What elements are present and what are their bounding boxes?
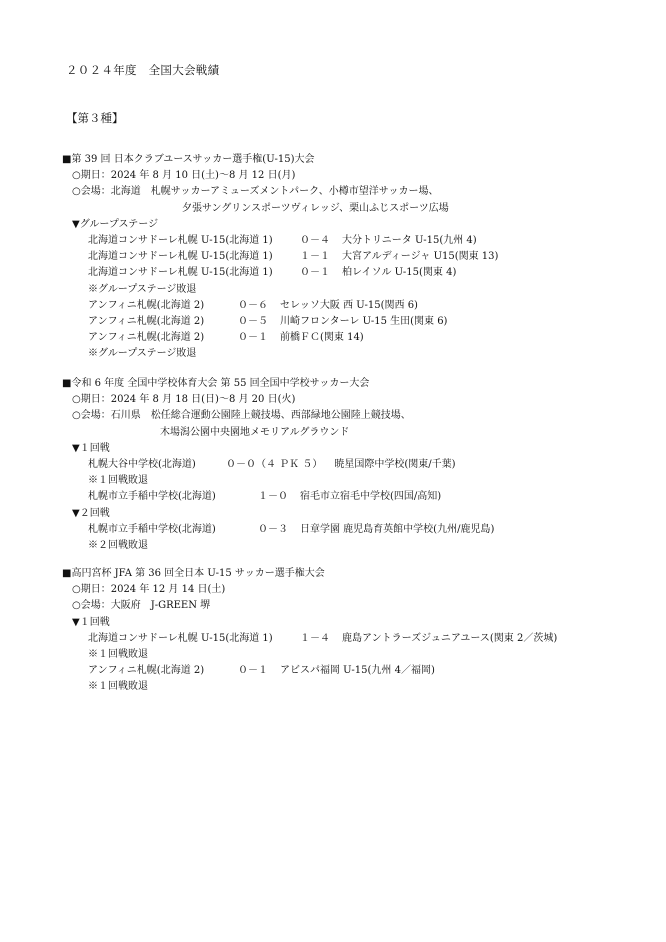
away-team: 大宮アルディージャ U15(関東 13): [342, 251, 499, 263]
away-team: 暁星国際中学校(関東/千葉): [334, 459, 456, 471]
away-team: 日章学園 鹿児島育英館中学校(九州/鹿児島): [300, 523, 495, 535]
away-team: 大分トリニータ U-15(九州 4): [342, 235, 477, 247]
match-row: [62, 265, 642, 281]
match-row: [62, 314, 642, 330]
result-note: ※２回戦敗退: [88, 540, 148, 552]
match-row: [62, 298, 642, 314]
match-score: １－１: [300, 251, 330, 263]
home-team: 北海道コンサドーレ札幌 U-15(北海道 1): [88, 251, 273, 263]
tournament-period: ○期日：2024 年 8 月 18 日(日)～8 月 20 日(火): [72, 394, 296, 406]
match-score: ０－５: [238, 316, 268, 328]
away-team: 鹿島アントラーズジュニアユース(関東 2／茨城): [342, 632, 558, 644]
tournament-period: ○期日：2024 年 8 月 10 日(土)～8 月 12 日(月): [72, 170, 296, 182]
tournament-venue: ○会場：大阪府 J-GREEN 堺: [72, 600, 211, 612]
tournament-section-3: [62, 566, 642, 696]
home-team: 北海道コンサドーレ札幌 U-15(北海道 1): [88, 267, 273, 279]
tournament-venue: ○会場：北海道 札幌サッカーアミューズメントパーク、小樽市望洋サッカー場、: [72, 186, 439, 198]
round-heading: ▼１回戦: [72, 442, 110, 454]
result-note: ※１回戦敗退: [88, 475, 148, 487]
home-team: 札幌市立手稲中学校(北海道): [88, 491, 216, 503]
result-note: ※グループステージ敗退: [88, 283, 197, 295]
tournament-name: ■令和 6 年度 全国中学校体育大会 第 55 回全国中学校サッカー大会: [62, 378, 370, 389]
home-team: 札幌市立手稲中学校(北海道): [88, 523, 216, 535]
home-team: アンフィニ札幌(北海道 2): [88, 332, 205, 344]
tournament-venue: ○会場：石川県 松任総合運動公園陸上競技場、西部緑地公園陸上競技場、: [72, 410, 411, 422]
match-row: [62, 489, 642, 505]
match-row: [62, 233, 642, 249]
away-team: セレッソ大阪 西 U-15(関西 6): [280, 299, 418, 311]
match-score: １－４: [300, 632, 330, 644]
away-team: アビスパ福岡 U-15(九州 4／福岡): [280, 665, 435, 677]
result-note: ※グループステージ敗退: [88, 348, 197, 360]
tournament-name: ■高円宮杯 JFA 第 36 回全日本 U-15 サッカー選手権大会: [62, 568, 325, 579]
match-score: ０－４: [300, 235, 330, 247]
match-row: [62, 330, 642, 346]
match-score: ０－０（４ ＰＫ ５）: [226, 459, 323, 471]
tournament-section-1: [62, 152, 642, 363]
away-team: 川崎フロンターレ U-15 生田(関東 6): [280, 316, 448, 328]
category-heading: 【第３種】: [66, 111, 124, 125]
match-score: ０－１: [238, 332, 268, 344]
match-score: ０－１: [300, 267, 330, 279]
away-team: 柏レイソル U-15(関東 4): [342, 267, 457, 279]
result-note: ※１回戦敗退: [88, 649, 148, 661]
tournament-name: ■第 39 回 日本クラブユースサッカー選手権(U-15)大会: [62, 154, 315, 165]
round-heading: ▼１回戦: [72, 616, 110, 628]
match-row: [62, 457, 642, 473]
home-team: 北海道コンサドーレ札幌 U-15(北海道 1): [88, 632, 273, 644]
match-row: [62, 631, 642, 647]
home-team: アンフィニ札幌(北海道 2): [88, 665, 205, 677]
away-team: 前橋ＦＣ(関東 14): [280, 332, 364, 344]
tournament-period: ○期日：2024 年 12 月 14 日(土): [72, 584, 226, 596]
match-row: [62, 663, 642, 679]
match-score: ０－１: [238, 665, 268, 677]
match-score: ０－６: [238, 299, 268, 311]
match-row: [62, 249, 642, 265]
home-team: アンフィニ札幌(北海道 2): [88, 316, 205, 328]
away-team: 宿毛市立宿毛中学校(四国/高知): [300, 491, 442, 503]
tournament-venue-continued: 夕張サングリンスポーツヴィレッジ、栗山ふじスポーツ広場: [182, 202, 449, 214]
result-note: ※１回戦敗退: [88, 681, 148, 693]
match-score: １－０: [258, 491, 288, 503]
match-score: ０－３: [258, 523, 288, 535]
tournament-section-2: [62, 376, 642, 554]
tournament-venue-continued: 木場潟公園中央園地メモリアルグラウンド: [160, 426, 350, 438]
home-team: 札幌大谷中学校(北海道): [88, 459, 196, 471]
round-heading: ▼２回戦: [72, 507, 110, 519]
stage-heading: ▼グループステージ: [72, 218, 159, 230]
home-team: 北海道コンサドーレ札幌 U-15(北海道 1): [88, 235, 273, 247]
home-team: アンフィニ札幌(北海道 2): [88, 299, 205, 311]
page-title: ２０２４年度 全国大会戦績: [66, 63, 220, 77]
match-row: [62, 522, 642, 538]
